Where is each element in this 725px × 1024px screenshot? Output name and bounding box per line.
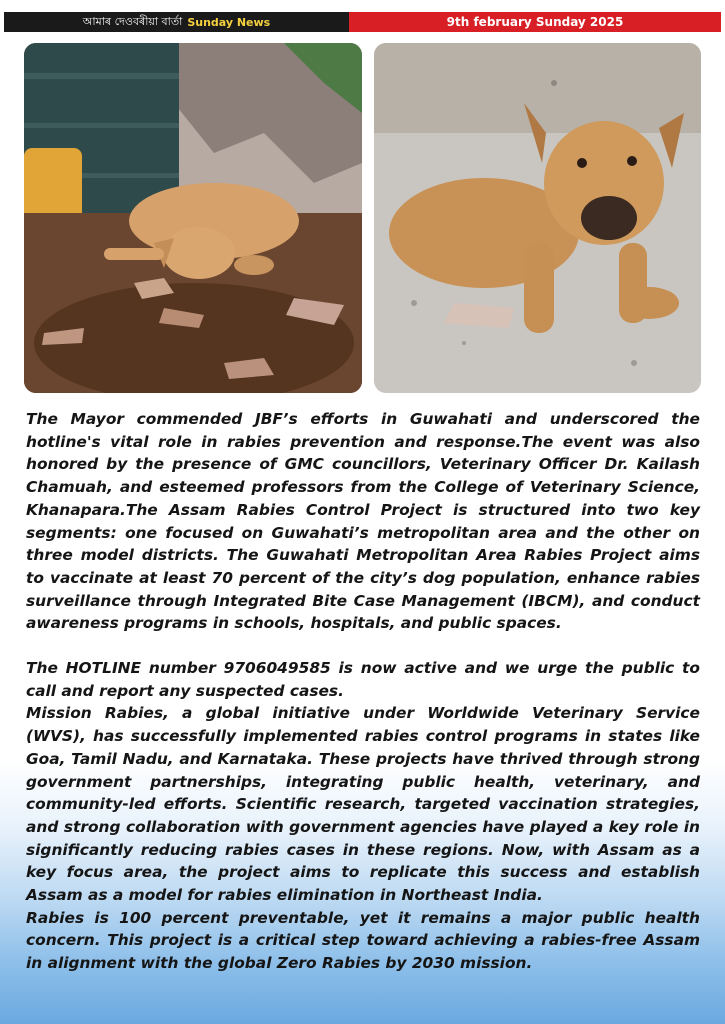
puppy-on-soil-image bbox=[24, 43, 362, 393]
article-paragraph: Rabies is 100 percent preventable, yet it remains a major public health concern. This project is a critical step toward achieving a rabies-free Assam in alignment with the global Zero Rabies by 2030 mission. bbox=[26, 908, 700, 973]
article-paragraph: The Mayor commended JBF’s efforts in Guwahati and underscored the hotline's vital role in rabies prevention and response.The event was also honored by the presence of GMC councillors, Veterinary Officer Dr. Kailash Chamuah, and esteemed professors from the College of Veterinary Science, Khanapara.The Assam Rabies Control Project is structured into two key segments: one focused on Guwahati’s metropolitan area and the other on three model districts. The Guwahati Metropolitan Area Rabies Project aims to vaccinate at least 70 percent of the city’s dog population, enhance rabies surveillance through Integrated Bite Case Management (IBCM), and conduct awareness programs in schools, hospitals, and public spaces. bbox=[26, 410, 700, 633]
puppy-photo-left bbox=[24, 43, 362, 393]
masthead-english-title: Sunday News bbox=[187, 15, 271, 29]
masthead-bengali-title: আমাৰ দেওবৰীয়া বাৰ্তা bbox=[82, 14, 183, 28]
article-paragraph: Mission Rabies, a global initiative under Worldwide Veterinary Service (WVS), has successfully implemented rabies control programs in states like Goa, Tamil Nadu, and Karnataka. These projects have thrived through strong government partnerships, integrating public health, veterinary, and community-led efforts. Scientific research, targeted vaccination strategies, and strong collaboration with government agencies have played a key role in significantly reducing rabies cases in these regions. Now, with Assam as a key focus area, the project aims to replicate this success and establish Assam as a model for rabies elimination in Northeast India. bbox=[26, 704, 700, 905]
issue-date: 9th february Sunday 2025 bbox=[349, 12, 721, 32]
masthead bbox=[4, 12, 349, 32]
puppy-photo-right bbox=[374, 43, 701, 393]
article-body bbox=[26, 408, 700, 975]
puppy-on-sand-image bbox=[374, 43, 701, 393]
hotline-paragraph: The HOTLINE number 9706049585 is now active and we urge the public to call and report any suspected cases. bbox=[26, 659, 700, 700]
newsletter-header bbox=[4, 12, 721, 32]
